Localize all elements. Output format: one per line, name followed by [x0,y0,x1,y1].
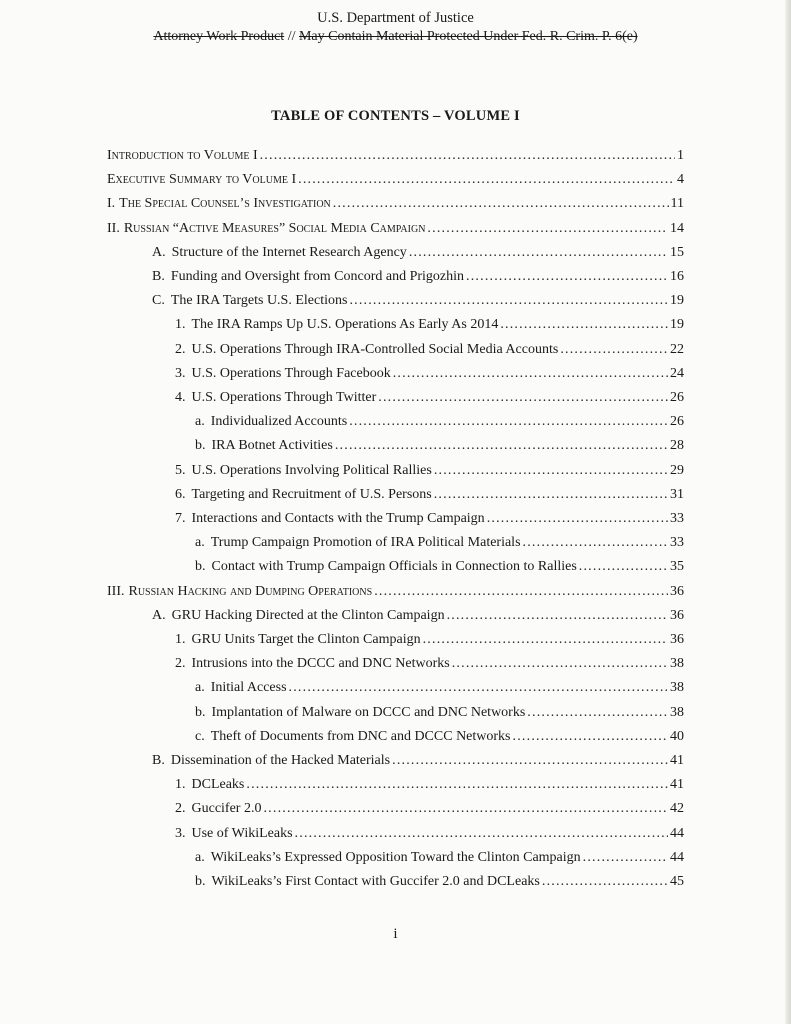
toc-entry-number: a. [195,680,205,696]
toc-entry-number: 4. [175,390,186,405]
toc-entry-number: C. [152,293,165,309]
dot-leader [583,849,668,867]
toc-entry-title: Executive Summary to Volume I [107,172,297,188]
toc-entry-page: 41 [670,753,684,768]
toc-entry-page: 35 [670,559,684,575]
toc-entry [195,873,684,891]
toc-entry [175,825,684,843]
toc-entry [195,728,684,746]
toc-entry-page: 24 [670,365,684,381]
toc-entry [107,583,684,601]
toc-entry-page: 14 [670,220,684,236]
toc-entry-page: 11 [670,196,684,212]
toc-entry [195,413,684,431]
toc-entry-number: 1. [175,777,186,793]
page-number: i [393,926,398,942]
protected-material-label: May Contain Material Protected Under Fed. R. Crim. P. 6(e) [298,29,638,44]
toc-entry-number: b. [195,874,206,889]
toc-entry-page: 1 [677,148,684,163]
dot-leader [579,558,668,576]
dot-leader [487,510,668,528]
dot-leader [295,825,668,843]
dot-leader [452,655,668,673]
toc-entry-number: a. [195,414,205,430]
toc-entry [175,316,684,334]
toc-entry-page: 19 [670,293,684,309]
toc-entry-page: 26 [670,390,684,405]
toc-entry-number: A. [152,607,166,623]
dot-leader [333,195,669,213]
dot-leader [260,147,675,165]
toc-entry [152,244,684,262]
toc-entry-number: 7. [175,511,186,526]
toc-entry [195,558,684,576]
toc-entry [175,341,684,359]
toc-entry-title: Use of WikiLeaks [191,825,293,841]
toc-entry [175,486,684,504]
toc-entry-title: GRU Units Target the Clinton Campaign [191,632,421,647]
toc-entry [152,607,684,625]
toc-entry-number: I. [107,196,116,212]
dot-leader [298,171,675,189]
dot-leader [542,873,668,891]
toc-entry [195,534,684,552]
toc-entry-title: Theft of Documents from DNC and DCCC Networks [210,728,511,744]
toc-entry-page: 29 [670,462,684,478]
dot-leader [513,728,668,746]
dot-leader [434,486,668,504]
toc-entry [175,776,684,794]
toc-entry-page: 33 [670,535,684,551]
toc-entry-title: Contact with Trump Campaign Officials in Connection to Rallies [211,559,577,575]
toc-entry [175,462,684,480]
dot-leader [349,292,668,310]
toc-entry-number: 2. [175,341,186,357]
toc-entry-number: 6. [175,486,186,502]
dot-leader [409,244,668,262]
toc-entry-title: Introduction to Volume I [107,148,258,163]
toc-entry-page: 28 [670,438,684,454]
dot-leader [246,776,668,794]
toc-entry-title: GRU Hacking Directed at the Clinton Campaign [171,607,445,623]
toc-entry-number: a. [195,535,205,551]
toc-entry-page: 38 [670,680,684,696]
toc-entry-number: 1. [175,317,186,333]
toc-entry [175,655,684,673]
toc-entry-page: 19 [670,317,684,333]
dot-leader [527,704,668,722]
toc-entry-number: b. [195,559,206,575]
toc-entry [175,800,684,818]
toc-entry [152,752,684,770]
dot-leader [289,679,668,697]
toc-entry [152,292,684,310]
page-title: TABLE OF CONTENTS – VOLUME I [271,108,520,124]
toc-entry-page: 4 [677,172,684,188]
toc-entry-title: Dissemination of the Hacked Materials [170,753,391,768]
toc-entry-page: 44 [670,849,684,865]
toc-entry [107,171,684,189]
toc-entry-title: Targeting and Recruitment of U.S. Persons [191,486,432,502]
toc-entry-number: 3. [175,365,186,381]
toc-entry [195,437,684,455]
toc-entry-title: The IRA Ramps Up U.S. Operations As Early As 2014 [191,317,499,333]
toc-entry-page: 33 [670,511,684,526]
toc-entry-title: Guccifer 2.0 [191,801,262,817]
toc-entry-number: 1. [175,632,186,647]
toc-entry-title: Implantation of Malware on DCCC and DNC Networks [211,704,526,720]
toc-entry-title: The IRA Targets U.S. Elections [170,293,348,309]
toc-entry-page: 44 [670,825,684,841]
toc-entry-title: WikiLeaks’s Expressed Opposition Toward the Clinton Campaign [210,849,581,865]
toc-entry-title: Russian Hacking and Dumping Operations [128,583,373,599]
dot-leader [349,413,668,431]
toc-entry-page: 36 [670,607,684,623]
toc-entry [107,220,684,238]
dot-leader [500,316,668,334]
dot-leader [434,462,668,480]
toc-entry-title: U.S. Operations Involving Political Rallies [191,462,432,478]
toc-entry [175,510,684,528]
toc-entry-page: 36 [670,583,684,599]
toc-entry-number: a. [195,849,205,865]
header-separator: // [287,29,296,44]
toc-entry-title: Individualized Accounts [210,414,348,430]
toc-entry [175,631,684,649]
toc-entry-title: Russian “Active Measures” Social Media Campaign [123,220,426,236]
toc-entry-number: b. [195,438,206,454]
work-product-label: Attorney Work Product [153,29,285,44]
dot-leader [393,365,668,383]
toc-entry-page: 38 [670,656,684,672]
toc-entry-number: 3. [175,825,186,841]
toc-entry-page: 38 [670,704,684,720]
dot-leader [523,534,668,552]
toc-entry [195,849,684,867]
toc-entry [107,147,684,165]
toc-entry [195,679,684,697]
toc-entry-title: Initial Access [210,680,287,696]
toc-entry-number: B. [152,269,165,284]
toc-entry [152,268,684,286]
toc-entry-number: 5. [175,462,186,478]
dot-leader [447,607,668,625]
toc-entry-title: Funding and Oversight from Concord and Prigozhin [170,269,465,284]
dot-leader [560,341,668,359]
toc-entry-page: 26 [670,414,684,430]
toc-entry-number: c. [195,728,205,744]
toc-entry-number: A. [152,244,166,260]
toc-entry-title: DCLeaks [191,777,245,793]
toc-entry-page: 42 [670,801,684,817]
toc-entry-title: Intrusions into the DCCC and DNC Networks [191,656,450,672]
toc-entry [175,389,684,407]
toc-entry-title: U.S. Operations Through Facebook [191,365,391,381]
toc-entry-page: 40 [670,728,684,744]
toc-entry-title: U.S. Operations Through IRA-Controlled Social Media Accounts [191,341,559,357]
toc-entry-number: III. [107,583,125,599]
toc-entry [195,704,684,722]
toc-entry-number: B. [152,753,165,768]
toc-entry-page: 41 [670,777,684,793]
toc-entry-title: U.S. Operations Through Twitter [191,390,377,405]
dot-leader [392,752,668,770]
dot-leader [263,800,668,818]
toc-entry-page: 31 [670,486,684,502]
toc-entry-page: 22 [670,341,684,357]
toc-entry-page: 36 [670,632,684,647]
dot-leader [378,389,668,407]
dot-leader [466,268,668,286]
toc-entry-title: The Special Counsel’s Investigation [119,196,331,212]
toc-entry-title: Structure of the Internet Research Agency [171,244,407,260]
toc-entry [107,195,684,213]
toc-entry [175,365,684,383]
toc-entry-title: IRA Botnet Activities [211,438,333,454]
toc-entry-number: 2. [175,656,186,672]
toc-entry-page: 15 [670,244,684,260]
toc-entry-page: 45 [670,874,684,889]
toc-entry-number: 2. [175,801,186,817]
dot-leader [423,631,668,649]
dot-leader [335,437,668,455]
dot-leader [427,220,668,238]
toc-entry-number: b. [195,704,206,720]
dot-leader [374,583,668,601]
toc-entry-title: Trump Campaign Promotion of IRA Political Materials [210,535,521,551]
toc-entry-title: Interactions and Contacts with the Trump Campaign [191,511,485,526]
header-department: U.S. Department of Justice [317,10,474,26]
toc-entry-title: WikiLeaks’s First Contact with Guccifer 2.0 and DCLeaks [211,874,540,889]
toc-entry-page: 16 [670,269,684,284]
toc-entry-number: II. [107,220,120,236]
